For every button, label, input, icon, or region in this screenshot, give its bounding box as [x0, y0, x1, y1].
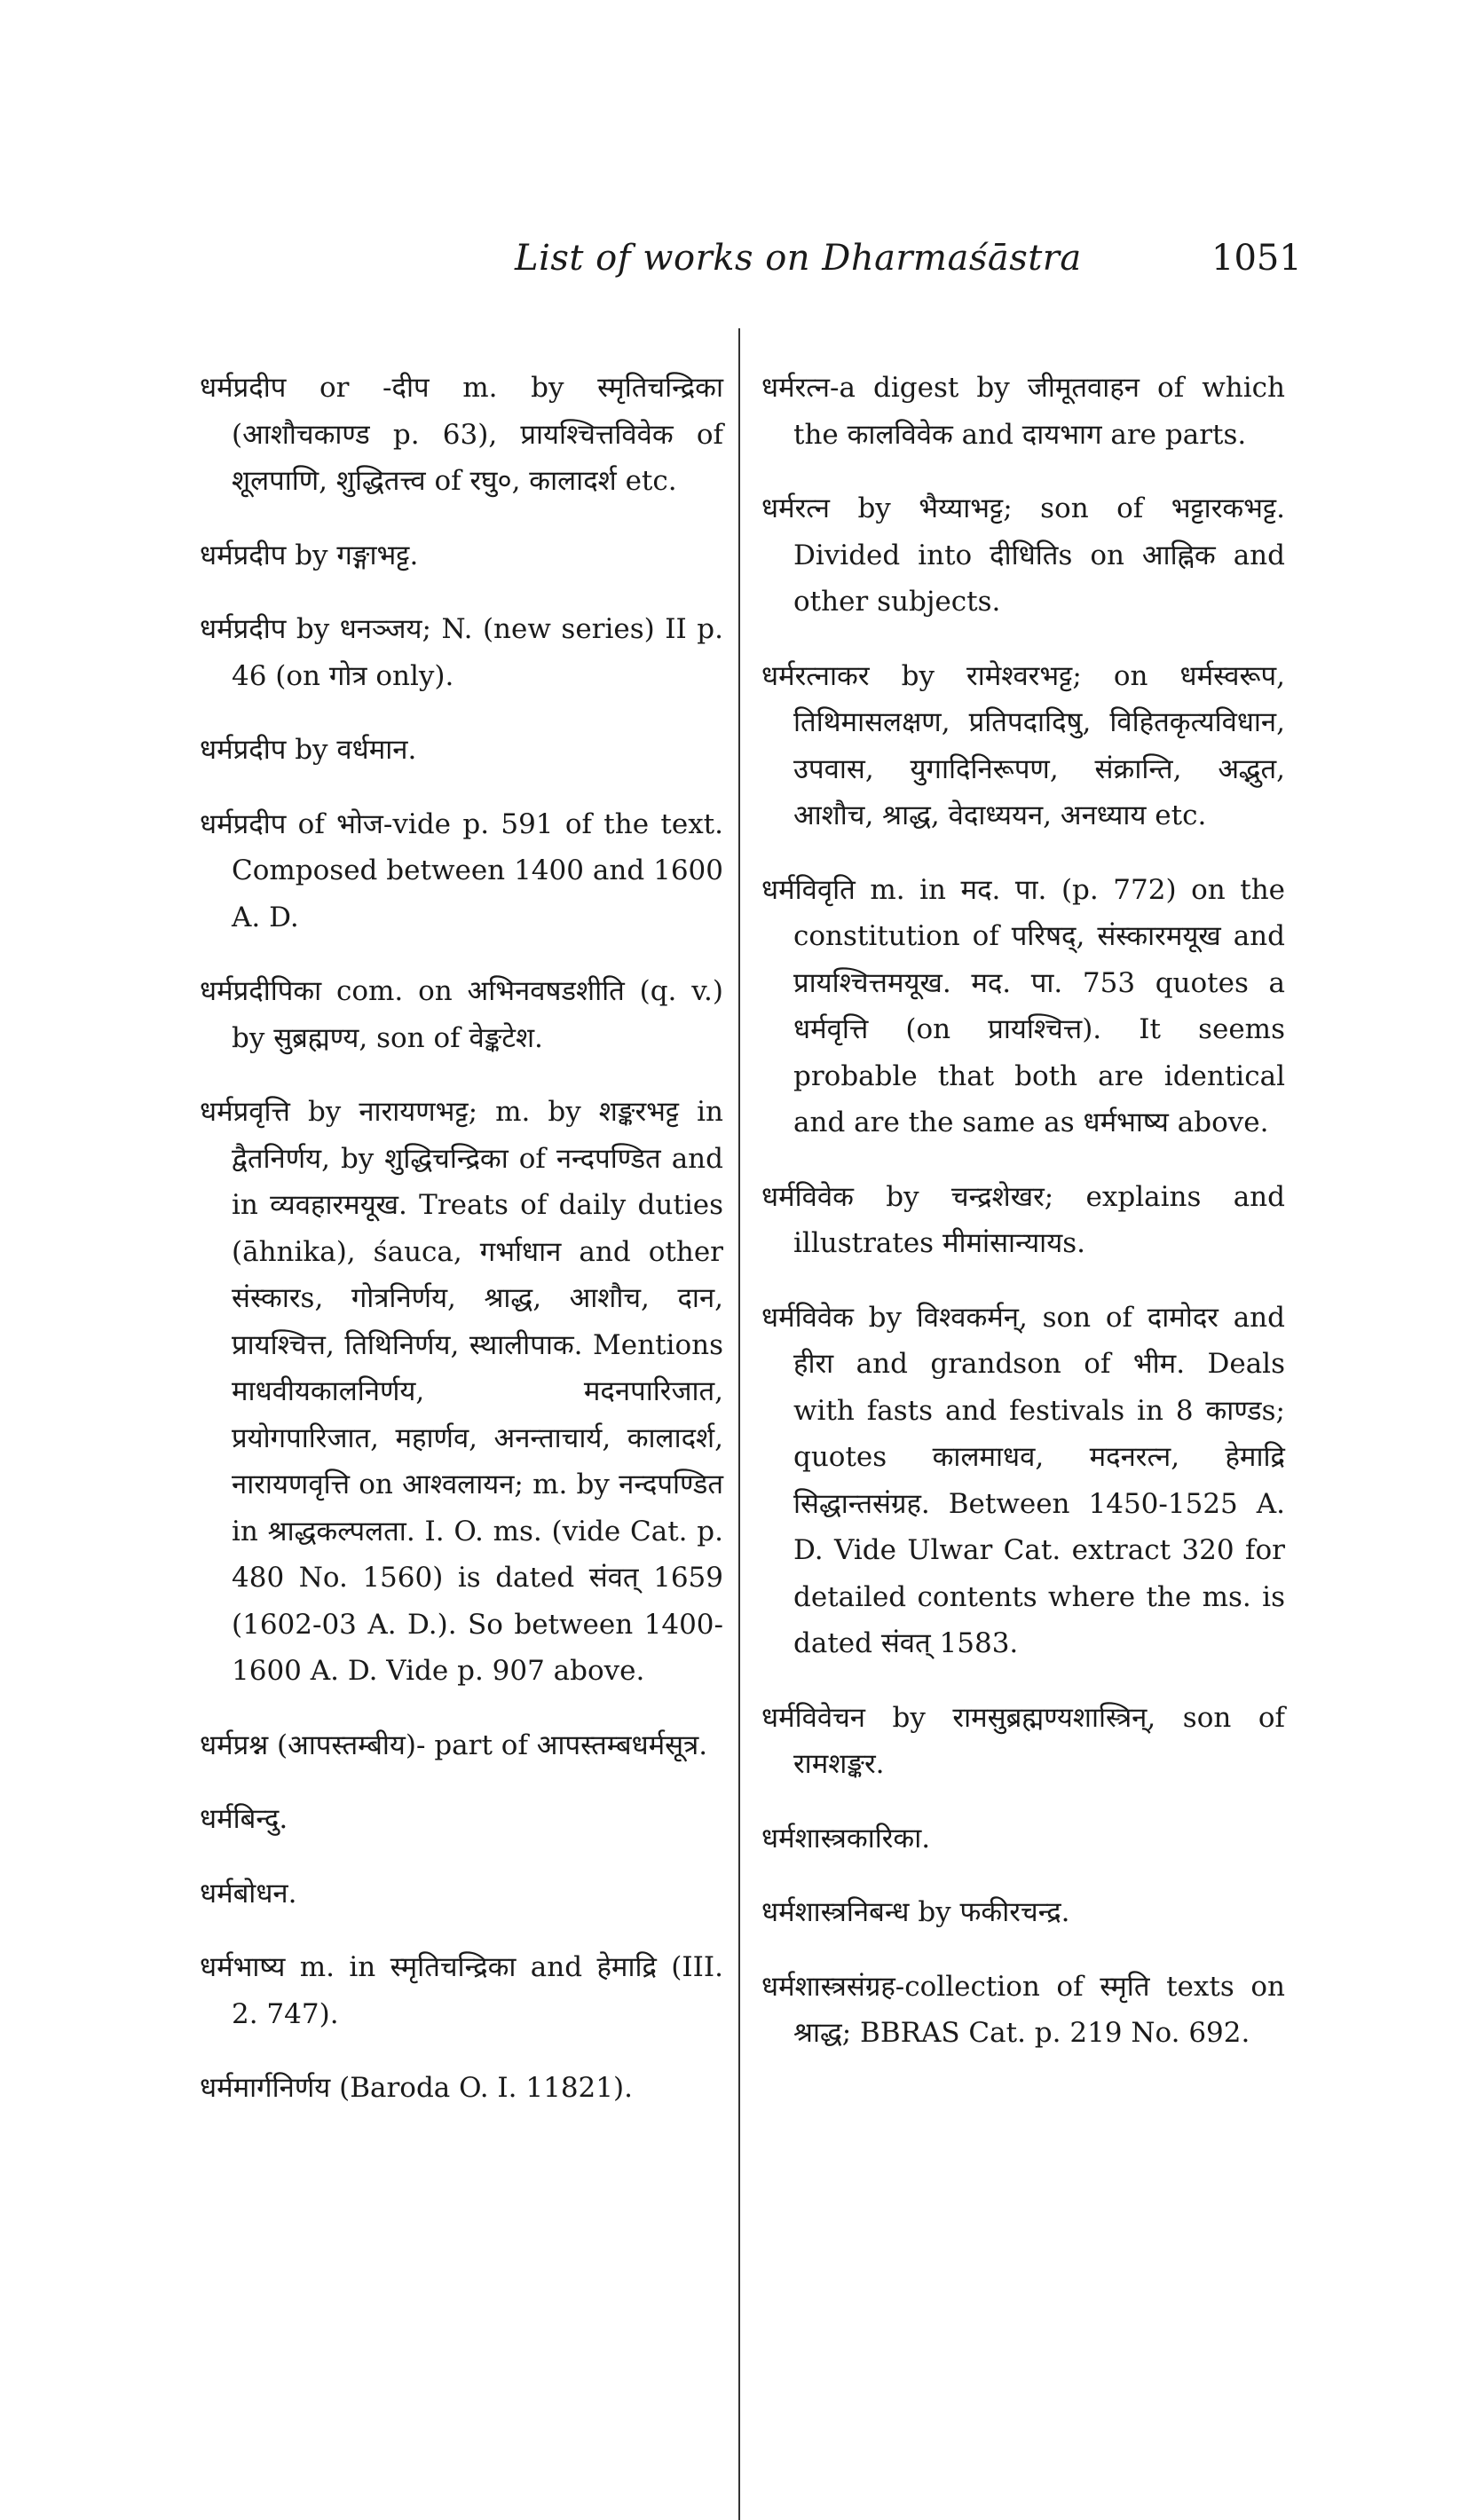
running-header-title: List of works on Dharmaśāstra [515, 238, 1082, 279]
right-column [761, 337, 1285, 2073]
entry: धर्मविवेचन by रामसुब्रह्मण्यशास्त्रिन्, son of रामशङ्कर. [761, 1701, 1285, 1780]
entry: धर्मरत्न by भैय्याभट्ट; son of भट्टारकभट्ट. Divided into दीधितिs on आह्निक and other subjects. [761, 492, 1285, 618]
entry: धर्मविवेक by चन्द्रशेखर; explains and illustrates मीमांसान्यायs. [761, 1180, 1285, 1259]
entry: धर्मप्रदीप by गङ्गाभट्ट. [200, 539, 419, 571]
left-column [200, 337, 723, 2128]
entry: धर्मबिन्दु. [200, 1803, 288, 1835]
entry: धर्मप्रदीप or -दीप m. by स्मृतिचन्द्रिका (आशौचकाण्ड p. 63), प्रायश्चित्तविवेक of शूलपाणि, शुद्धितत्त्व of रघु०, कालादर्श etc. [200, 372, 723, 497]
entry: धर्मशास्त्रसंग्रह-collection of स्मृति texts on श्राद्ध; BBRAS Cat. p. 219 No. 692. [761, 1970, 1285, 2049]
entry: धर्मशास्त्रकारिका. [761, 1822, 931, 1855]
entry: धर्मप्रदीपिका com. on अभिनवषडशीति (q. v.) by सुब्रह्मण्य, son of वेङ्कटेश. [200, 975, 723, 1054]
entry: धर्मशास्त्रनिबन्ध by फकीरचन्द्र. [761, 1896, 1070, 1928]
entry: धर्मप्रदीप by वर्धमान. [200, 734, 417, 766]
entry: धर्मप्रश्न (आपस्तम्बीय)- part of आपस्तम्बधर्मसूत्र. [200, 1729, 708, 1761]
entry: धर्मप्रवृत्ति by नारायणभट्ट; m. by शङ्करभट्ट in द्वैतनिर्णय, by शुद्धिचन्द्रिका of नन्दपण्डित and in व्यवहारमयूख. Treats of daily duties (āhnika), śauca, गर्भाधान and other संस्कारs, गोत्रनिर्णय, श्राद्ध, आशौच, दान, प्रायश्चित्त, तिथिनिर्णय, स्थालीपाक. Mentions माधवीयकालनिर्णय, मदनपारिजात, प्रयोगपारिजात, महार्णव, अनन्ताचार्य, कालादर्श, नारायणवृत्ति on आश्वलायन; m. by नन्दपण्डित in श्राद्धकल्पलता. I. O. ms. (vide Cat. p. 480 No. 1560) is dated संवत् 1659 (1602-03 A. D.). So between 1400-1600 A. D. Vide p. 907 above. [200, 1096, 723, 1687]
entry: धर्मरत्नाकर by रामेश्वरभट्ट; on धर्मस्वरूप, तिथिमासलक्षण, प्रतिपदादिषु, विहितकृत्यविधान, उपवास, युगादिनिरूपण, संक्रान्ति, अद्भुत, आशौच, श्राद्ध, वेदाध्ययन, अनध्याय etc. [761, 659, 1285, 831]
entry: धर्मप्रदीप by धनञ्जय; N. (new series) II p. 46 (on गोत्र only). [200, 613, 723, 692]
entry: धर्मबोधन. [200, 1877, 297, 1910]
entry: धर्मरत्न-a digest by जीमूतवाहन of which the कालविवेक and दायभाग are parts. [761, 372, 1285, 451]
entry: धर्ममार्गनिर्णय (Baroda O. I. 11821). [200, 2072, 633, 2104]
entry: धर्मविवृति m. in मद. पा. (p. 772) on the constitution of परिषद्, संस्कारमयूख and प्रायश्चित्तमयूख. मद. पा. 753 quotes a धर्मवृत्ति (on प्रायश्चित्त). It seems probable that both are identical and are the same as धर्मभाष्य above. [761, 873, 1285, 1138]
page-number: 1051 [1211, 238, 1302, 279]
column-divider [738, 328, 740, 2520]
entry: धर्मविवेक by विश्वकर्मन्, son of दामोदर and हीरा and grandson of भीम. Deals with fasts and festivals in 8 काण्डs; quotes कालमाधव, मदनरत्न, हेमाद्रि सिद्धान्तसंग्रह. Between 1450-1525 A. D. Vide Ulwar Cat. extract 320 for detailed contents where the ms. is dated संवत् 1583. [761, 1301, 1285, 1659]
entry: धर्मप्रदीप of भोज-vide p. 591 of the text. Composed between 1400 and 1600 A. D. [200, 807, 723, 933]
entry: धर्मभाष्य m. in स्मृतिचन्द्रिका and हेमाद्रि (III. 2. 747). [200, 1951, 723, 2030]
